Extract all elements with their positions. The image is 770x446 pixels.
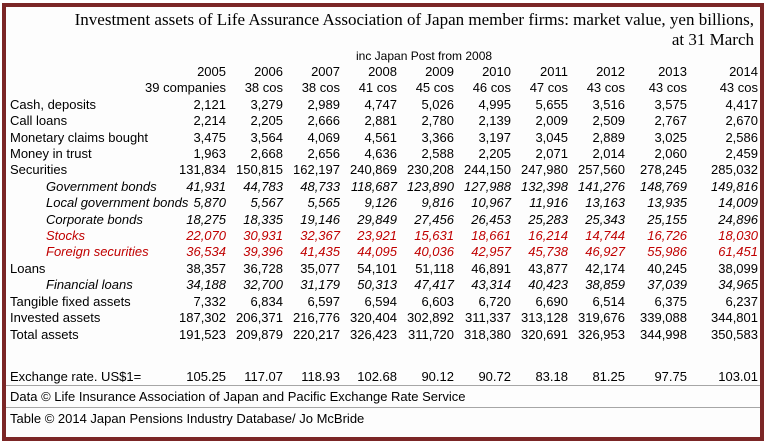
cell-value: 339,088 [640,310,687,326]
cell-value: 36,534 [186,244,226,260]
cell-value: 2,668 [250,146,283,162]
cell-value: 81.25 [592,368,625,384]
cell-value: 2,121 [193,96,226,112]
year-header: 2014 [729,64,758,79]
row-label: Local government bonds [46,195,189,211]
title-line1: Investment assets of Life Assurance Association of Japan member firms: market value, yen billions, [74,10,754,29]
cell-value: 244,150 [464,162,511,178]
empty-header [6,80,114,96]
cell-value: 6,690 [535,293,568,309]
cell-value: 5,026 [421,96,454,112]
cell-value: 326,423 [350,326,397,342]
cell-value: 2,205 [478,146,511,162]
cell-value: 4,069 [307,129,340,145]
data-credit: Data © Life Insurance Association of Japan and Pacific Exchange Rate Service [6,385,760,407]
row-label: Securities [10,162,68,178]
cell-value: 14,744 [585,228,625,244]
cell-value: 90.72 [478,368,511,384]
cell-value: 97.75 [654,368,687,384]
cell-value: 2,989 [307,96,340,112]
companies-count: 38 cos [301,80,340,96]
companies-count: 45 cos [415,80,454,96]
cell-value: 6,375 [654,293,687,309]
table-row [6,261,760,277]
cell-value: 4,636 [364,146,397,162]
cell-value: 18,030 [718,228,758,244]
cell-value: 148,769 [640,178,687,194]
cell-value: 191,523 [179,326,226,342]
cell-value: 30,931 [243,228,283,244]
cell-value: 2,670 [725,113,758,129]
cell-value: 38,859 [585,277,625,293]
cell-value: 2,656 [307,146,340,162]
cell-value: 220,217 [293,326,340,342]
row-label: Total assets [10,326,79,342]
cell-value: 40,036 [414,244,454,260]
cell-value: 6,720 [478,293,511,309]
cell-value: 131,834 [179,162,226,178]
cell-value: 3,564 [250,129,283,145]
cell-value: 344,801 [711,310,758,326]
year-header-row [6,64,760,80]
cell-value: 39,396 [243,244,283,260]
companies-count: 43 cos [586,80,625,96]
cell-value: 149,816 [711,178,758,194]
row-label: Loans [10,260,46,276]
cell-value: 102.68 [357,368,397,384]
row-label: Cash, deposits [10,96,96,112]
cell-value: 22,070 [186,228,226,244]
cell-value: 38,357 [186,260,226,276]
empty-header [6,64,114,80]
cell-value: 2,889 [592,129,625,145]
table-row [6,130,760,146]
cell-value: 344,998 [640,326,687,342]
cell-value: 302,892 [407,310,454,326]
cell-value: 41,435 [300,244,340,260]
cell-value: 83.18 [535,368,568,384]
row-label: Government bonds [46,178,157,194]
cell-value: 14,009 [718,195,758,211]
cell-value: 34,188 [186,277,226,293]
cell-value: 25,343 [585,211,625,227]
row-label: Call loans [10,113,68,129]
table-row [6,179,760,195]
exchange-rate-row [6,369,760,385]
table-row [6,195,760,211]
table-frame [2,3,764,441]
cell-value: 105.25 [186,368,226,384]
row-label: Invested assets [10,310,101,326]
cell-value: 240,869 [350,162,397,178]
cell-value: 6,597 [307,293,340,309]
year-header: 2011 [540,64,568,79]
year-header: 2008 [368,64,397,79]
cell-value: 18,335 [243,211,283,227]
cell-value: 36,728 [243,260,283,276]
cell-value: 90.12 [421,368,454,384]
cell-value: 44,783 [243,178,283,194]
spacer-row [6,343,760,369]
cell-value: 2,214 [193,113,226,129]
cell-value: 2,666 [307,113,340,129]
cell-value: 320,691 [521,326,568,342]
cell-value: 6,237 [725,293,758,309]
cell-value: 2,014 [592,146,625,162]
cell-value: 132,398 [521,178,568,194]
cell-value: 150,815 [236,162,283,178]
cell-value: 350,583 [711,326,758,342]
cell-value: 2,586 [725,129,758,145]
cell-value: 2,139 [478,113,511,129]
table-row [6,228,760,244]
cell-value: 13,935 [647,195,687,211]
companies-count: 38 cos [244,80,283,96]
cell-value: 3,025 [654,129,687,145]
cell-value: 9,126 [364,195,397,211]
cell-value: 141,276 [578,178,625,194]
cell-value: 23,921 [357,228,397,244]
cell-value: 5,565 [307,195,340,211]
cell-value: 319,676 [578,310,625,326]
cell-value: 118,687 [350,178,397,194]
year-header: 2009 [425,64,454,79]
table-row [6,113,760,129]
cell-value: 24,896 [718,211,758,227]
cell-value: 118.93 [301,368,340,384]
companies-count: 43 cos [719,80,758,96]
cell-value: 247,980 [521,162,568,178]
cell-value: 3,366 [421,129,454,145]
table-row [6,277,760,293]
cell-value: 206,371 [236,310,283,326]
cell-value: 19,146 [300,211,340,227]
cell-value: 45,738 [528,244,568,260]
cell-value: 51,118 [415,260,454,276]
cell-value: 2,071 [535,146,568,162]
year-header: 2013 [658,64,687,79]
cell-value: 35,077 [300,260,340,276]
cell-value: 47,417 [414,277,454,293]
table-row [6,97,760,113]
cell-value: 326,953 [578,326,625,342]
cell-value: 46,891 [471,260,511,276]
cell-value: 37,039 [647,277,687,293]
cell-value: 15,631 [414,228,454,244]
companies-header-row [6,80,760,96]
cell-value: 257,560 [578,162,625,178]
table-row [6,294,760,310]
table-credit: Table © 2014 Japan Pensions Industry Database/ Jo McBride [6,407,760,429]
cell-value: 13,163 [585,195,625,211]
cell-value: 127,988 [464,178,511,194]
year-header: 2005 [197,64,226,79]
cell-value: 43,314 [471,277,511,293]
companies-count: 47 cos [529,80,568,96]
cell-value: 2,009 [535,113,568,129]
row-label: Corporate bonds [46,211,143,227]
cell-value: 123,890 [407,178,454,194]
cell-value: 48,733 [300,178,340,194]
cell-value: 5,870 [193,195,226,211]
cell-value: 2,881 [364,113,397,129]
table-row [6,146,760,162]
year-header: 2007 [311,64,340,79]
cell-value: 40,423 [528,277,568,293]
table-row [6,244,760,260]
companies-count: 43 cos [648,80,687,96]
table-row [6,327,760,343]
cell-value: 46,927 [585,244,625,260]
page-title [6,7,760,50]
table-row [6,212,760,228]
table-row [6,162,760,178]
cell-value: 42,957 [471,244,511,260]
cell-value: 34,965 [718,277,758,293]
cell-value: 32,367 [300,228,340,244]
cell-value: 2,205 [250,113,283,129]
cell-value: 313,128 [521,310,568,326]
table-row [6,310,760,326]
cell-value: 29,849 [357,211,397,227]
cell-value: 31,179 [300,277,340,293]
cell-value: 2,509 [592,113,625,129]
cell-value: 6,603 [421,293,454,309]
cell-value: 55,986 [647,244,687,260]
cell-value: 54,101 [357,260,397,276]
cell-value: 285,032 [711,162,758,178]
cell-value: 311,337 [464,310,511,326]
cell-value: 6,594 [364,293,397,309]
cell-value: 3,197 [478,129,511,145]
cell-value: 278,245 [640,162,687,178]
row-label: Stocks [46,228,86,244]
cell-value: 44,095 [357,244,397,260]
row-label: Tangible fixed assets [10,293,131,309]
companies-count: 41 cos [358,80,397,96]
cell-value: 209,879 [236,326,283,342]
companies-count: 46 cos [472,80,511,96]
cell-value: 11,916 [529,195,568,211]
cell-value: 1,963 [193,146,226,162]
cell-value: 320,404 [350,310,397,326]
cell-value: 162,197 [293,162,340,178]
cell-value: 26,453 [471,211,511,227]
year-header: 2006 [254,64,283,79]
cell-value: 10,967 [471,195,511,211]
cell-value: 2,588 [421,146,454,162]
title-line2: at 31 March [671,30,754,49]
cell-value: 43,877 [528,260,568,276]
cell-value: 6,514 [592,293,625,309]
cell-value: 3,045 [535,129,568,145]
cell-value: 18,661 [471,228,511,244]
cell-value: 38,099 [718,260,758,276]
cell-value: 2,780 [421,113,454,129]
cell-value: 27,456 [414,211,454,227]
cell-value: 25,155 [647,211,687,227]
cell-value: 4,995 [478,96,511,112]
cell-value: 40,245 [647,260,687,276]
row-label: Exchange rate. US$1= [10,368,142,384]
cell-value: 50,313 [357,277,397,293]
assets-table [6,64,760,385]
cell-value: 16,726 [647,228,687,244]
cell-value: 42,174 [585,260,625,276]
cell-value: 6,834 [250,293,283,309]
cell-value: 5,655 [535,96,568,112]
cell-value: 117.07 [244,368,283,384]
cell-value: 318,380 [464,326,511,342]
year-header: 2012 [596,64,625,79]
cell-value: 61,451 [718,244,758,260]
cell-value: 3,575 [654,96,687,112]
cell-value: 41,931 [186,178,226,194]
cell-value: 5,567 [250,195,283,211]
row-label: Money in trust [10,146,92,162]
cell-value: 16,214 [528,228,568,244]
cell-value: 187,302 [179,310,226,326]
row-label: Monetary claims bought [10,129,149,145]
cell-value: 7,332 [193,293,226,309]
cell-value: 32,700 [243,277,283,293]
cell-value: 311,720 [407,326,454,342]
row-label: Foreign securities [46,244,149,260]
cell-value: 230,208 [407,162,454,178]
cell-value: 2,767 [654,113,687,129]
cell-value: 4,747 [364,96,397,112]
companies-count: 39 companies [145,80,226,96]
cell-value: 18,275 [186,211,226,227]
cell-value: 3,279 [250,96,283,112]
cell-value: 103.01 [718,368,758,384]
cell-value: 216,776 [293,310,340,326]
row-label: Financial loans [46,277,133,293]
cell-value: 3,475 [193,129,226,145]
cell-value: 4,417 [725,96,758,112]
cell-value: 25,283 [528,211,568,227]
cell-value: 2,060 [654,146,687,162]
cell-value: 4,561 [364,129,397,145]
cell-value: 2,459 [725,146,758,162]
cell-value: 3,516 [592,96,625,112]
japan-post-note: inc Japan Post from 2008 [356,49,493,63]
cell-value: 9,816 [421,195,454,211]
year-header: 2010 [482,64,511,79]
